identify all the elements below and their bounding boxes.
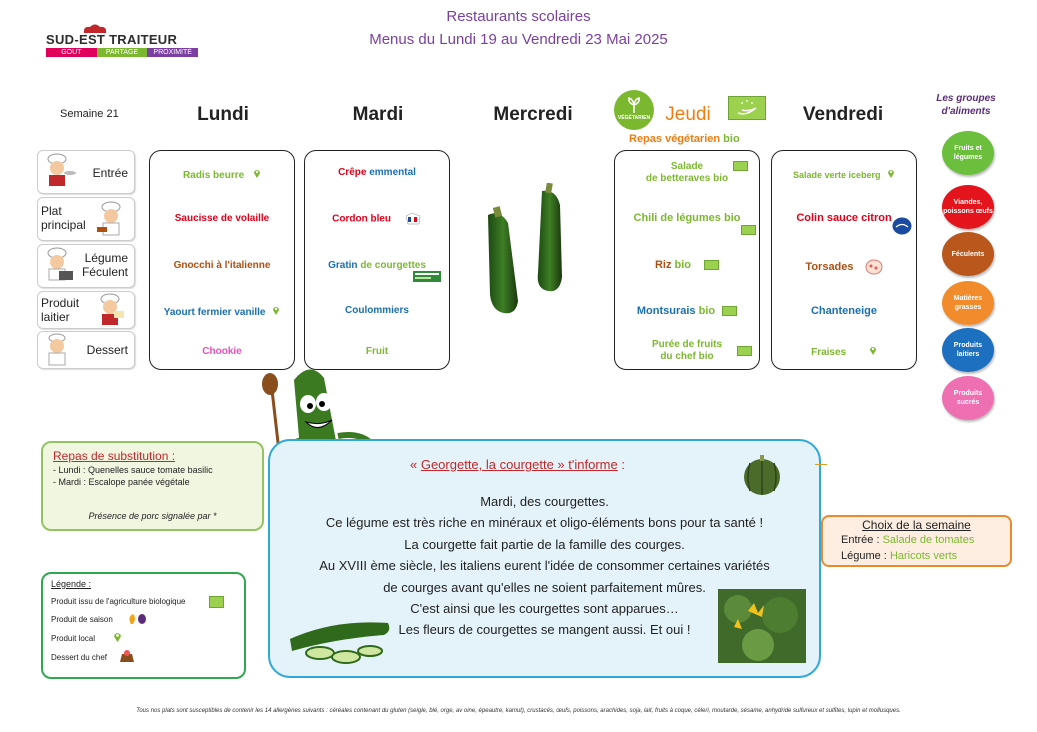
weekly-choice-entree-label: Entrée :	[841, 534, 880, 546]
brand-tag-proximite: PROXIMITÉ	[147, 48, 198, 57]
quality-label-icon	[413, 271, 441, 282]
legend-season: Produit de saison	[51, 615, 113, 624]
group-produits-sucres: Produits sucrés	[942, 376, 994, 420]
vendredi-legume-text: Torsades	[805, 260, 854, 273]
jeudi-dessert-bio: bio	[698, 351, 714, 362]
georgette-title-text: Georgette, la courgette » t'informe	[420, 457, 618, 472]
category-entree-label: Entrée	[92, 166, 128, 180]
category-dessert-label: Dessert	[86, 343, 128, 357]
chef-entree-icon	[42, 153, 76, 187]
category-laitier	[37, 291, 135, 329]
vendredi-legume	[772, 259, 916, 275]
georgette-line: Mardi, des courgettes.	[480, 494, 609, 509]
weekly-choice-legume-value: Haricots verts	[889, 550, 958, 562]
vendredi-dessert	[772, 345, 916, 359]
legend-title: Légende :	[51, 579, 92, 589]
group-viandes: Viandes, poissons œufs	[942, 185, 994, 229]
vegetarian-badge	[614, 90, 654, 130]
mardi-legume-courgettes: de courgettes	[360, 260, 426, 271]
georgette-title-close: :	[617, 457, 625, 472]
weekly-choice-entree-value: Salade de tomates	[882, 534, 975, 546]
vendredi-entree	[772, 168, 916, 181]
day-vendredi: Vendredi	[802, 104, 884, 125]
column-lundi	[149, 150, 295, 370]
georgette-title	[410, 457, 625, 472]
jeudi-legume-bio: bio	[674, 259, 691, 271]
weekly-choice-box	[821, 515, 1012, 567]
food-groups-title: Les groupes d'aliments	[936, 93, 996, 117]
lundi-laitier	[150, 305, 294, 319]
week-label: Semaine 21	[60, 108, 119, 120]
organic-icon	[209, 596, 224, 608]
local-product-icon	[887, 168, 895, 178]
jeudi-legume	[615, 259, 759, 271]
local-product-icon	[272, 305, 280, 315]
zucchini-flower-photo	[718, 589, 806, 663]
page-subtitle: Menus du Lundi 19 au Vendredi 23 Mai 2025	[369, 31, 668, 48]
legend-organic: Produit issu de l'agriculture biologique	[51, 597, 186, 606]
organic-icon	[737, 346, 752, 356]
legend-chef-dessert: Dessert du chef	[51, 653, 108, 662]
vendredi-entree-text: Salade verte iceberg	[792, 170, 881, 180]
group-produits-laitiers: Produits laitiers	[942, 328, 994, 372]
georgette-line: Les fleurs de courgettes se mangent aussi. Et oui !	[398, 622, 691, 637]
lundi-entree	[150, 168, 294, 182]
category-plat	[37, 197, 135, 241]
column-mardi	[304, 150, 450, 370]
georgette-title-open: «	[410, 457, 421, 472]
lundi-entree-text: Radis beurre	[183, 170, 245, 181]
day-lundi: Lundi	[197, 104, 249, 125]
chef-dessert-icon	[42, 333, 76, 367]
substitution-mardi: - Mardi : Escalope panée végétale	[53, 477, 190, 487]
brand-name: SUD-EST TRAITEUR	[46, 32, 178, 47]
lundi-legume: Gnocchi à l'italienne	[173, 260, 271, 271]
local-product-icon	[253, 168, 261, 178]
day-mercredi: Mercredi	[493, 104, 573, 125]
season-fruit-icon	[127, 611, 149, 625]
organic-icon	[704, 260, 719, 270]
substitution-title: Repas de substitution :	[53, 449, 176, 463]
day-mardi: Mardi	[352, 104, 404, 125]
mardi-legume-gratin: Gratin	[328, 260, 358, 271]
mardi-laitier: Coulommiers	[345, 305, 409, 316]
vegetarian-meal-label	[629, 133, 740, 145]
jeudi-laitier	[615, 305, 759, 317]
category-legume	[37, 244, 135, 288]
organic-icon	[733, 161, 748, 171]
mardi-entree	[305, 167, 449, 179]
jeudi-entree-betteraves: de betteraves	[645, 173, 711, 184]
allergen-footer: Tous nos plats sont susceptibles de contenir les 14 allergènes suivants : céréales contenant du gluten (seigle, blé, orge, av oine, épeautre, kamut), crustacés, œufs, poissons, arachides, soja, lait, fruits à coque, céleri, moutarde, sésame, anhydride sulfureux et sulfites, lupin et mollusques.	[136, 708, 901, 714]
column-vendredi	[771, 150, 917, 370]
lundi-dessert: Chookie	[202, 346, 242, 357]
weekly-choice-legume	[841, 550, 957, 562]
eu-organic-icon	[728, 96, 766, 120]
weekly-choice-entree	[841, 534, 974, 546]
category-legume-label: Légume Féculent	[81, 251, 128, 279]
mardi-entree-crepe: Crêpe	[338, 167, 367, 178]
jeudi-laitier-text: Montsurais	[636, 305, 696, 317]
substitution-box	[41, 441, 264, 531]
page-title: Restaurants scolaires	[446, 8, 591, 25]
chef-plat-icon	[94, 201, 128, 237]
french-origin-icon	[404, 212, 422, 226]
vegetarian-bio: bio	[723, 133, 740, 145]
georgette-line: de courges avant qu'elles ne soient parfaitement mûres.	[383, 580, 706, 595]
day-jeudi: Jeudi	[665, 104, 711, 125]
chef-legume-icon	[42, 247, 76, 281]
mardi-entree-emmental: emmental	[369, 167, 416, 178]
jeudi-plat-text: Chili de légumes	[633, 212, 721, 224]
georgette-line: Ce légume est très riche en minéraux et oligo-éléments bons pour ta santé !	[325, 515, 764, 530]
brand-tag-gout: GOUT	[46, 48, 97, 57]
organic-icon	[741, 225, 756, 235]
local-product-icon	[869, 345, 877, 355]
weekly-choice-title: Choix de la semaine	[862, 518, 971, 532]
brand-tagline	[46, 48, 198, 57]
mardi-plat-text: Cordon bleu	[332, 213, 392, 225]
mardi-dessert: Fruit	[365, 346, 389, 357]
vendredi-plat: Colin sauce citron	[796, 212, 892, 224]
jeudi-entree-salade: Salade	[670, 161, 704, 172]
jeudi-dessert-puree: Purée de fruits	[651, 339, 723, 350]
msc-label-icon	[892, 217, 912, 235]
round-zucchini-icon	[740, 453, 784, 497]
brand-tag-partage: PARTAGE	[97, 48, 148, 57]
category-plat-label: Plat principal	[41, 204, 86, 232]
organic-icon	[722, 306, 737, 316]
vegetarian-meal-text: Repas végétarien	[629, 133, 721, 145]
jeudi-laitier-bio: bio	[698, 305, 716, 317]
decorative-line	[815, 464, 827, 465]
category-laitier-label: Produit laitier	[41, 296, 80, 324]
lundi-laitier-text: Yaourt fermier vanille	[163, 307, 266, 318]
georgette-info-box	[268, 439, 821, 678]
substitution-note: Présence de porc signalée par *	[88, 511, 217, 521]
jeudi-legume-riz: Riz	[654, 259, 672, 271]
georgette-line: Au XVIII ème siècle, les italiens eurent l'idée de consommer certaines variétés	[319, 558, 770, 573]
jeudi-plat	[615, 212, 759, 224]
vendredi-dessert-text: Fraises	[811, 347, 847, 358]
group-fruits-legumes: Fruits et légumes	[942, 131, 994, 175]
lundi-plat: Saucisse de volaille	[174, 213, 270, 224]
jeudi-dessert-chef: du chef	[660, 351, 696, 362]
legend-title-text: Légende	[51, 579, 87, 589]
italian-pasta-icon	[865, 259, 883, 275]
mardi-plat	[305, 212, 449, 226]
group-feculents: Féculents	[942, 232, 994, 276]
vendredi-laitier: Chanteneige	[810, 305, 877, 317]
column-jeudi	[614, 150, 760, 370]
legend-box	[41, 572, 246, 679]
sliced-zucchini-icon	[284, 609, 394, 669]
substitution-lundi: - Lundi : Quenelles sauce tomate basilic	[53, 465, 213, 475]
vegetarian-badge-text: VÉGÉTARIEN	[617, 115, 651, 121]
chef-laitier-icon	[92, 293, 128, 327]
georgette-line: La courgette fait partie de la famille des courges.	[404, 537, 685, 552]
jeudi-plat-bio: bio	[723, 212, 741, 224]
chef-dessert-icon	[119, 649, 135, 663]
legend-local: Produit local	[51, 634, 96, 643]
leaf-icon	[626, 96, 642, 114]
georgette-line: C'est ainsi que les courgettes sont apparues…	[410, 601, 679, 616]
local-product-icon	[113, 630, 122, 643]
group-matieres-grasses: Matières grasses	[942, 281, 994, 325]
category-dessert	[37, 331, 135, 369]
jeudi-entree-bio: bio	[713, 173, 729, 184]
category-entree	[37, 150, 135, 194]
weekly-choice-legume-label: Légume :	[841, 550, 887, 562]
zucchini-illustration	[478, 183, 588, 318]
